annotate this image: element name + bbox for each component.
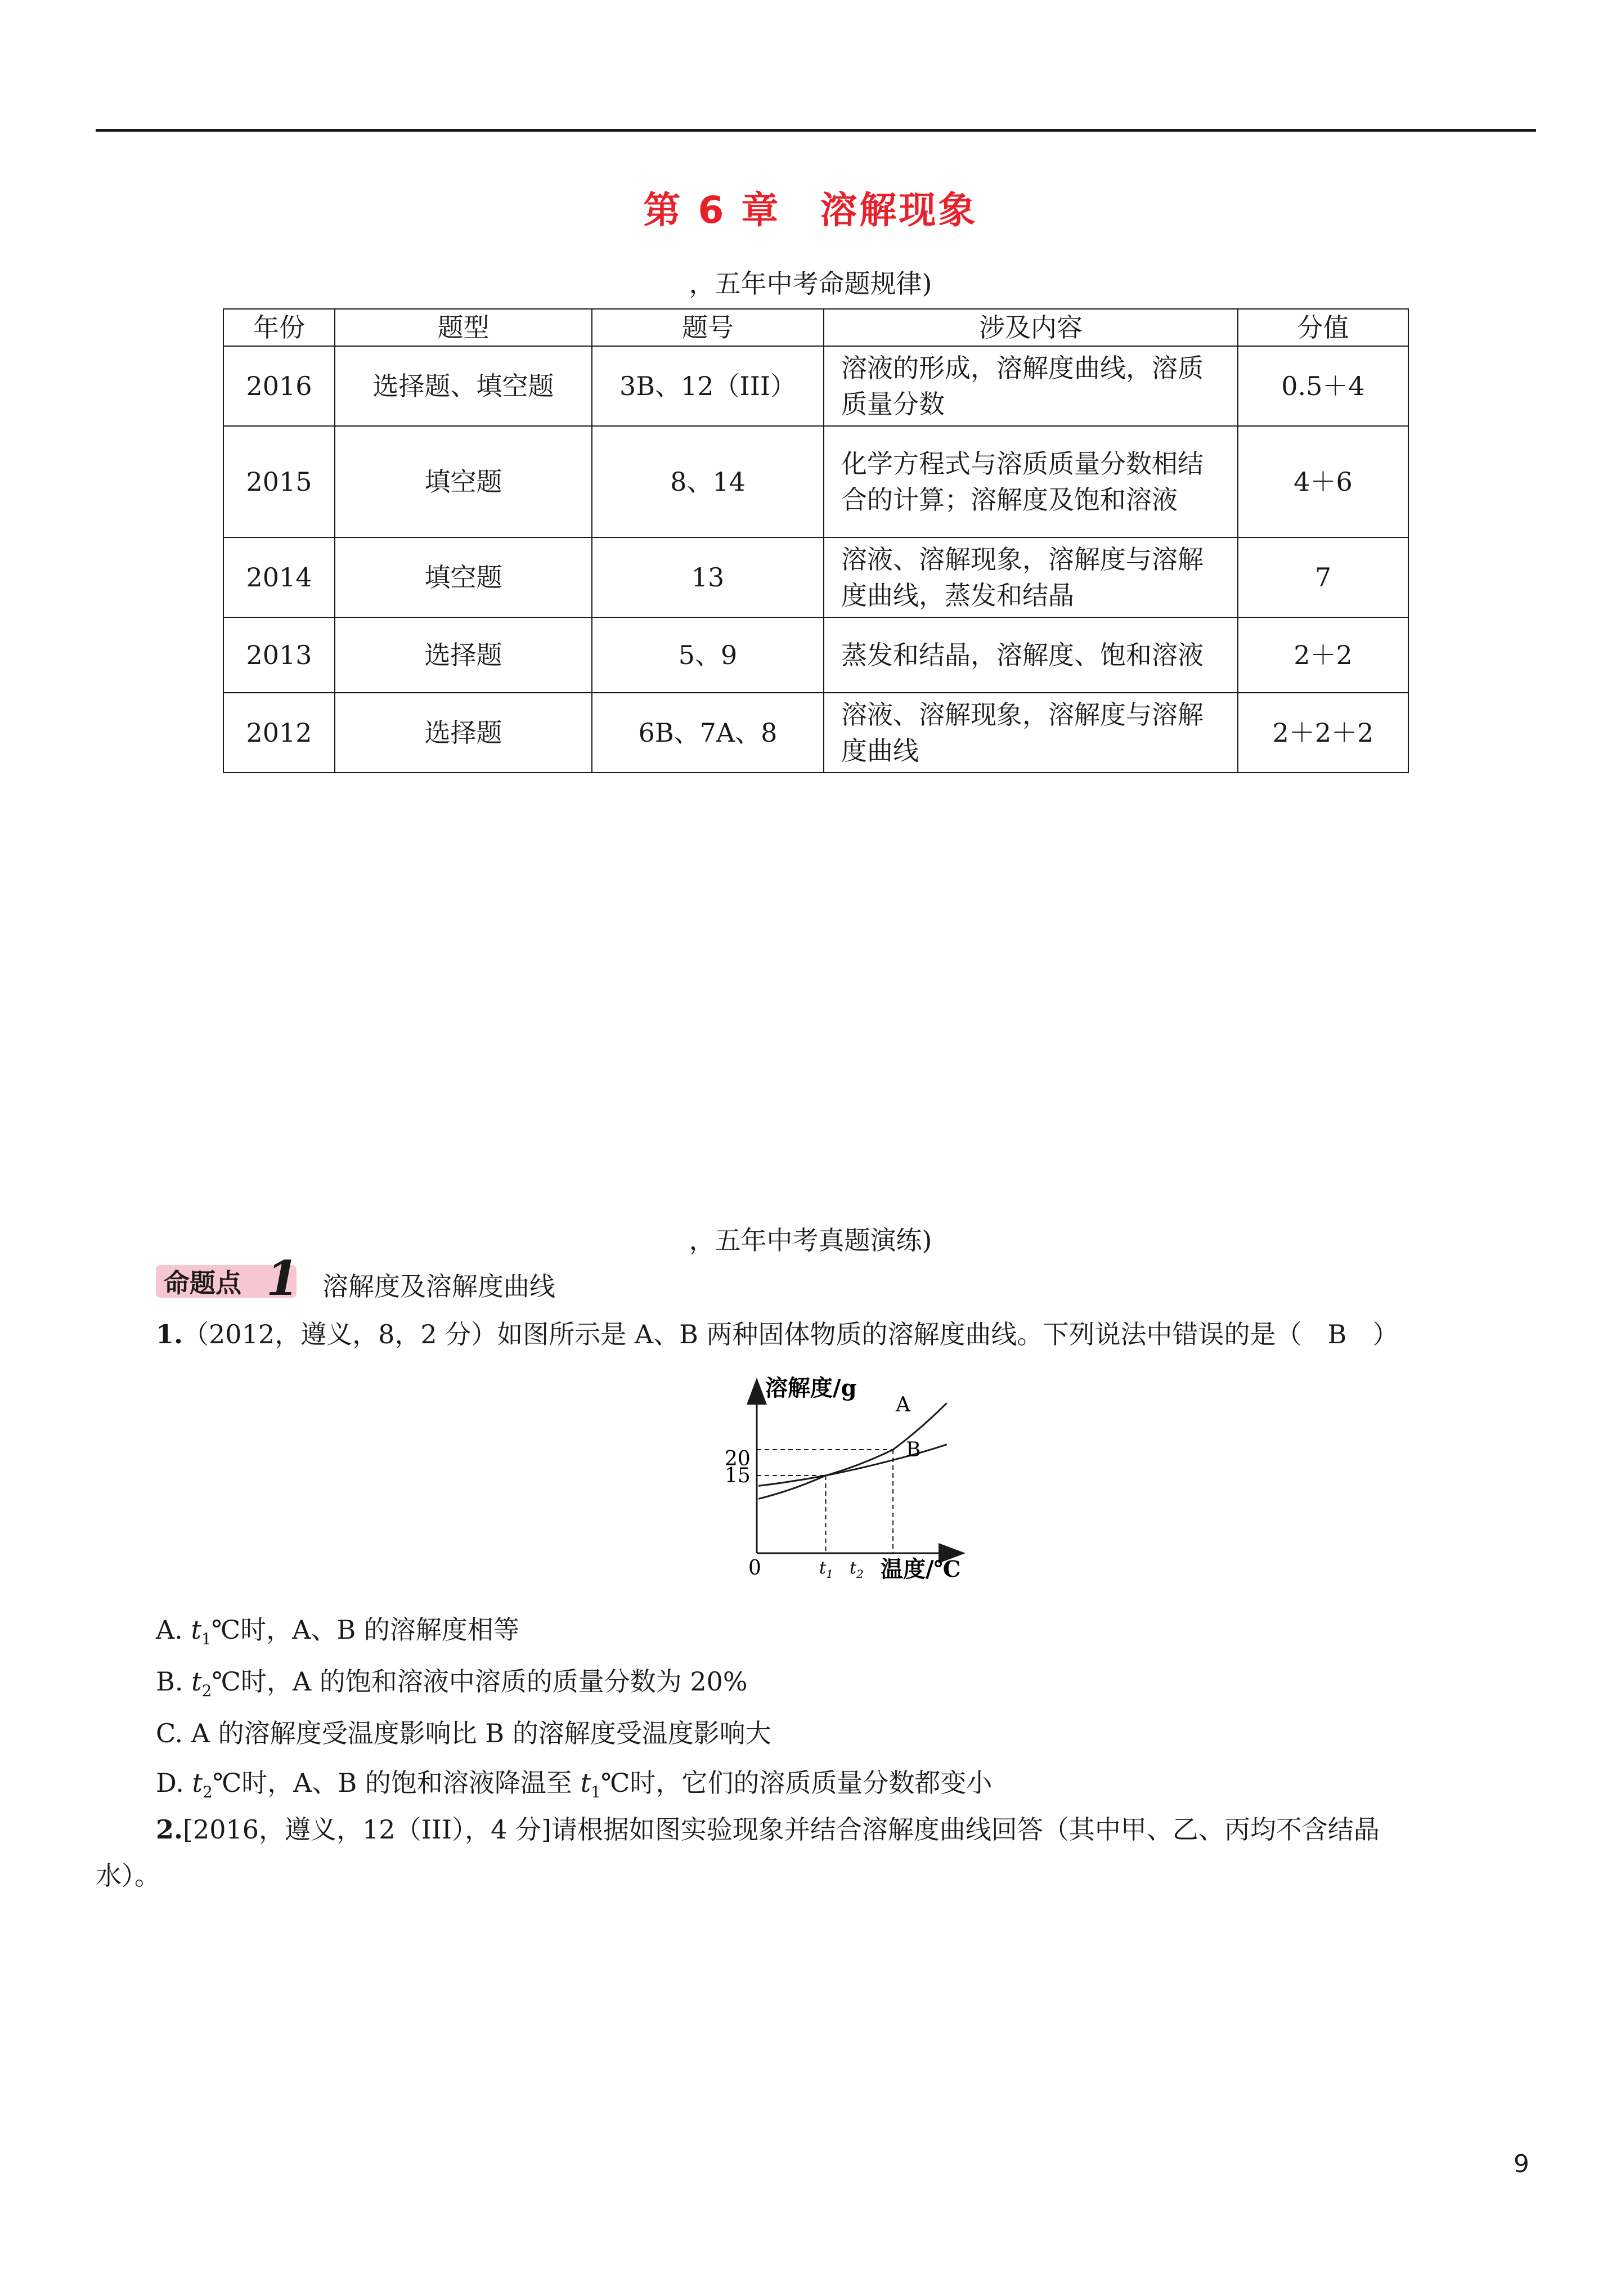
table-section-title: ，五年中考命题规律) xyxy=(689,268,932,299)
cell-year: 2014 xyxy=(223,537,335,617)
table-header-row xyxy=(223,309,1408,346)
question-2-text: [2016，遵义，12（III），4 分]请根据如图实验现象并结合溶解度曲线回答（其中甲、乙、丙均不含结晶 xyxy=(183,1814,1380,1845)
option-a: A. $t_1℃$时，A、B 的溶解度相等 xyxy=(156,1615,519,1649)
cell-content: 溶液、溶解现象，溶解度与溶解度曲线，蒸发和结晶 xyxy=(824,537,1238,617)
series-label-a: A xyxy=(896,1393,910,1416)
table-row xyxy=(223,346,1408,426)
cell-number: 5、9 xyxy=(592,617,824,693)
chapter-title: 第 6 章 溶解现象 xyxy=(643,189,978,232)
option-d: D. $t_2℃$时，A、B 的饱和溶液降温至 $t_1℃$时，它们的溶质质量分数都变小 xyxy=(156,1768,993,1802)
y-tick-label: 20 xyxy=(725,1447,751,1470)
solubility-chart xyxy=(715,1373,979,1587)
topic-badge-number: 1 xyxy=(266,1250,299,1306)
cell-number: 6B、7A、8 xyxy=(592,693,824,773)
option-b: B. $t_2℃$时，A 的饱和溶液中溶质的质量分数为 20% xyxy=(156,1666,748,1701)
topic-badge xyxy=(156,1250,299,1306)
cell-type: 选择题 xyxy=(335,693,592,773)
table-row xyxy=(223,537,1408,617)
cell-type: 填空题 xyxy=(335,426,592,537)
y-axis-label: 溶解度/g xyxy=(765,1375,857,1401)
question-2 xyxy=(156,1811,1380,1848)
table-row xyxy=(223,617,1408,693)
cell-number: 3B、12（III） xyxy=(592,346,824,426)
question-2-number: 2. xyxy=(156,1814,183,1845)
y-tick-label: 15 xyxy=(725,1464,751,1487)
cell-type: 选择题 xyxy=(335,617,592,693)
cell-content: 化学方程式与溶质质量分数相结合的计算；溶解度及饱和溶液 xyxy=(824,426,1238,537)
series-label-b: B xyxy=(906,1438,921,1461)
topic-title: 溶解度及溶解度曲线 xyxy=(322,1271,555,1302)
cell-number: 13 xyxy=(592,537,824,617)
cell-type: 填空题 xyxy=(335,537,592,617)
x-tick-label: $t_2$ xyxy=(850,1558,864,1581)
cell-score: 2＋2＋2 xyxy=(1238,693,1408,773)
question-1-text: （2012，遵义，8，2 分）如图所示是 A、B 两种固体物质的溶解度曲线。下列说法中错误的是（ B ） xyxy=(183,1319,1399,1349)
cell-score: 7 xyxy=(1238,537,1408,617)
header-content: 涉及内容 xyxy=(824,309,1238,346)
exam-pattern-table xyxy=(223,308,1409,773)
topic-badge-label: 命题点 xyxy=(164,1268,241,1298)
cell-score: 0.5＋4 xyxy=(1238,346,1408,426)
cell-content: 溶液、溶解现象，溶解度与溶解度曲线 xyxy=(824,693,1238,773)
cell-type: 选择题、填空题 xyxy=(335,346,592,426)
practice-section-title: ，五年中考真题演练) xyxy=(689,1225,932,1255)
cell-content: 溶液的形成，溶解度曲线，溶质质量分数 xyxy=(824,346,1238,426)
table-row xyxy=(223,426,1408,537)
cell-score: 4＋6 xyxy=(1238,426,1408,537)
origin-label: 0 xyxy=(748,1557,761,1580)
header-type: 题型 xyxy=(335,309,592,346)
cell-year: 2012 xyxy=(223,693,335,773)
cell-year: 2016 xyxy=(223,346,335,426)
question-2-continued: 水）。 xyxy=(96,1860,160,1891)
header-year: 年份 xyxy=(223,309,335,346)
cell-score: 2＋2 xyxy=(1238,617,1408,693)
header-score: 分值 xyxy=(1238,309,1408,346)
option-c: C. A 的溶解度受温度影响比 B 的溶解度受温度影响大 xyxy=(156,1718,771,1748)
page-number: 9 xyxy=(1514,2150,1529,2178)
question-1 xyxy=(156,1316,1398,1353)
cell-content: 蒸发和结晶，溶解度、饱和溶液 xyxy=(824,617,1238,693)
table-row xyxy=(223,693,1408,773)
header-number: 题号 xyxy=(592,309,824,346)
cell-year: 2013 xyxy=(223,617,335,693)
x-axis-label: 温度/℃ xyxy=(881,1556,961,1582)
cell-number: 8、14 xyxy=(592,426,824,537)
cell-year: 2015 xyxy=(223,426,335,537)
x-tick-label: $t_1$ xyxy=(819,1558,833,1581)
header-rule xyxy=(96,129,1536,132)
question-1-number: 1. xyxy=(156,1319,183,1349)
